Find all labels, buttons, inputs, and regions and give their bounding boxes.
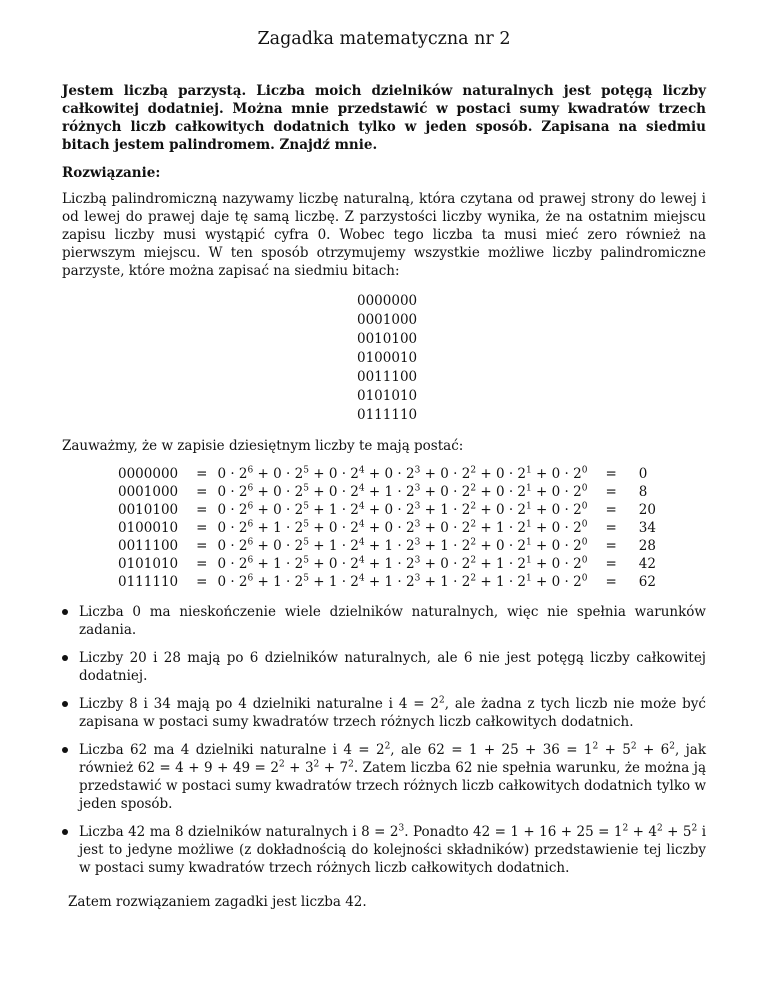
exponent: 6 <box>247 483 254 494</box>
equals-sign: = <box>196 520 208 536</box>
exponent: 2 <box>470 555 477 566</box>
equals-sign: = <box>196 466 208 482</box>
exponent: 0 <box>581 537 588 548</box>
bullet-text: + 7 <box>319 760 349 776</box>
decimal-value: 20 <box>638 502 656 518</box>
exponent: 0 <box>581 483 588 494</box>
exponent: 0 <box>581 555 588 566</box>
equals-sign: = <box>196 484 208 500</box>
binary-item: 0000000 <box>357 293 418 309</box>
exponent: 2 <box>691 823 698 834</box>
exponent: 6 <box>247 501 254 512</box>
equals-sign: = <box>196 556 208 572</box>
exponent: 2 <box>313 759 320 770</box>
bullet-dot-icon <box>62 609 68 615</box>
exponent: 5 <box>303 483 309 494</box>
bullet-text: , jak również 62 = 4 + 9 + 49 = 2 <box>79 742 707 776</box>
conversion-row <box>118 573 664 591</box>
exponent: 2 <box>470 573 477 584</box>
bullet-text: + 5 <box>598 742 631 758</box>
conversion-row <box>118 537 664 555</box>
exponent: 5 <box>303 519 309 530</box>
exponent: 1 <box>526 537 532 548</box>
solution-intro: Liczbą palindromiczną nazywamy liczbę naturalną, która czytana od prawej strony do lewej i od lewej do prawej daje tę samą liczbę. Z parzystości liczby wynika, że na ostatnim miejscu zapisu liczby musi wystąpić cyfra 0. Wobec tego liczba ta musi mieć zero również na pierwszym miejscu. W ten sposób otrzymujemy wszystkie możliwe liczby palindromiczne parzyste, które można zapisać na siedmiu bitach: <box>62 191 706 279</box>
exponent: 2 <box>592 741 599 752</box>
exponent: 1 <box>526 483 532 494</box>
exponent: 0 <box>581 573 588 584</box>
exponent: 5 <box>303 555 309 566</box>
exponent: 3 <box>414 465 421 476</box>
exponent: 5 <box>303 465 309 476</box>
decimal-value: 42 <box>638 556 656 572</box>
bullet-text: Liczby 8 i 34 mają po 4 dzielniki naturalne i 4 = 2 <box>79 696 440 712</box>
exponent: 2 <box>657 823 663 834</box>
exponent: 2 <box>622 823 629 834</box>
exponent: 3 <box>398 823 405 834</box>
exponent: 4 <box>358 519 365 530</box>
exponent: 5 <box>303 501 309 512</box>
bullet-text: , ale 62 = 1 + 25 + 36 = 1 <box>390 742 593 758</box>
bullet-text: Liczba 62 ma 4 dzielniki naturalne i 4 = 2 <box>79 742 385 758</box>
equals-sign: = <box>196 502 208 518</box>
conversion-row <box>118 483 664 501</box>
bullet-item <box>62 741 706 813</box>
decimal-value: 28 <box>638 538 656 554</box>
bullet-text: Liczba 0 ma nieskończenie wiele dzielników naturalnych, więc nie spełnia warunków zadania. <box>79 604 706 638</box>
binary-value: 0001000 <box>118 484 179 500</box>
exponent: 2 <box>278 759 285 770</box>
bullet-dot-icon <box>62 829 68 835</box>
document-page <box>62 0 706 911</box>
exponent: 1 <box>526 465 532 476</box>
binary-item: 0101010 <box>357 388 418 404</box>
decimal-value: 62 <box>638 574 656 590</box>
binary-item: 0011100 <box>357 369 418 385</box>
binary-item: 0001000 <box>357 312 418 328</box>
conversion-row <box>118 555 664 573</box>
exponent: 4 <box>358 573 365 584</box>
exponent: 0 <box>581 501 588 512</box>
bullet-item <box>62 695 706 731</box>
exponent: 0 <box>581 519 588 530</box>
decimal-value: 8 <box>638 484 648 500</box>
exponent: 3 <box>414 537 421 548</box>
exponent: 1 <box>526 501 532 512</box>
exponent: 2 <box>384 741 391 752</box>
equals-sign: = <box>196 538 208 554</box>
bullet-text: + 3 <box>284 760 314 776</box>
equals-sign: = <box>605 538 617 554</box>
exponent: 2 <box>470 519 477 530</box>
bullet-text: + 5 <box>662 824 692 840</box>
exponent: 6 <box>247 519 254 530</box>
exponent: 6 <box>247 573 254 584</box>
exponent: 5 <box>303 537 309 548</box>
exponent: 4 <box>358 555 365 566</box>
exponent: 3 <box>414 501 421 512</box>
exponent: 3 <box>414 519 421 530</box>
conversion-note: Zauważmy, że w zapisie dziesiętnym liczby te mają postać: <box>62 438 464 454</box>
equals-sign: = <box>605 556 617 572</box>
binary-item: 0100010 <box>357 350 418 366</box>
binary-value: 0010100 <box>118 502 179 518</box>
bullet-list <box>62 603 706 877</box>
page-title: Zagadka matematyczna nr 2 <box>257 29 511 49</box>
exponent: 2 <box>669 741 675 752</box>
bullet-dot-icon <box>62 747 68 753</box>
exponent: 1 <box>526 573 532 584</box>
exponent: 6 <box>247 555 254 566</box>
equals-sign: = <box>605 466 617 482</box>
equals-sign: = <box>605 502 617 518</box>
conversion-table <box>118 465 664 591</box>
binary-value: 0000000 <box>118 466 179 482</box>
equals-sign: = <box>605 520 617 536</box>
exponent: 4 <box>358 537 365 548</box>
binary-value: 0011100 <box>118 538 179 554</box>
exponent: 3 <box>414 573 421 584</box>
exponent: 6 <box>247 465 254 476</box>
power-expansion: $0 \cdot 2^6 + 1 \cdot 2^5 + 0 \cdot 2^4 + 1 \cdot 2^3 + 0 \cdot 2^2 + 1 \cdot 2^1 + 0 \cdot 2^0$ <box>217 555 588 572</box>
equals-sign: = <box>605 574 617 590</box>
exponent: 0 <box>581 465 588 476</box>
solution-heading: Rozwiązanie: <box>62 165 161 181</box>
conversion-row <box>118 501 664 519</box>
bullet-text: Liczba 42 ma 8 dzielników naturalnych i 8 = 2 <box>79 824 399 840</box>
binary-list <box>357 292 427 425</box>
bullet-text: + 6 <box>636 742 670 758</box>
bullet-text: , ale żadna z tych liczb nie może być zapisana w postaci sumy kwadratów trzech różnych liczb całkowitych dodatnich. <box>79 696 706 730</box>
exponent: 2 <box>470 465 477 476</box>
bullet-item <box>62 603 706 639</box>
bullet-text: + 4 <box>628 824 658 840</box>
exponent: 2 <box>439 695 445 706</box>
power-expansion: $0 \cdot 2^6 + 0 \cdot 2^5 + 0 \cdot 2^4 + 1 \cdot 2^3 + 0 \cdot 2^2 + 0 \cdot 2^1 + 0 \cdot 2^0$ <box>217 483 588 500</box>
exponent: 2 <box>470 501 477 512</box>
exponent: 5 <box>303 573 309 584</box>
conversion-row <box>118 465 664 483</box>
bullet-dot-icon <box>62 655 68 661</box>
exponent: 4 <box>358 465 365 476</box>
binary-item: 0010100 <box>357 331 418 347</box>
binary-item: 0111110 <box>357 407 418 423</box>
conversion-row <box>118 519 664 537</box>
exponent: 2 <box>470 537 477 548</box>
bullet-item <box>62 649 706 685</box>
bullet-text: Liczby 20 i 28 mają po 6 dzielników naturalnych, ale 6 nie jest potęgą liczby całkowitej dodatniej. <box>79 650 706 684</box>
exponent: 1 <box>526 555 532 566</box>
power-expansion: $0 \cdot 2^6 + 1 \cdot 2^5 + 0 \cdot 2^4 + 0 \cdot 2^3 + 0 \cdot 2^2 + 1 \cdot 2^1 + 0 \cdot 2^0$ <box>217 519 588 536</box>
exponent: 3 <box>414 483 421 494</box>
bullet-text: . Ponadto 42 = 1 + 16 + 25 = 1 <box>404 824 623 840</box>
power-expansion: $0 \cdot 2^6 + 0 \cdot 2^5 + 1 \cdot 2^4 + 1 \cdot 2^3 + 1 \cdot 2^2 + 0 \cdot 2^1 + 0 \cdot 2^0$ <box>217 537 588 554</box>
exponent: 1 <box>526 519 532 530</box>
exponent: 3 <box>414 555 421 566</box>
binary-value: 0100010 <box>118 520 179 536</box>
power-expansion: $0 \cdot 2^6 + 1 \cdot 2^5 + 1 \cdot 2^4 + 1 \cdot 2^3 + 1 \cdot 2^2 + 1 \cdot 2^1 + 0 \cdot 2^0$ <box>217 573 588 590</box>
binary-value: 0101010 <box>118 556 179 572</box>
decimal-value: 0 <box>638 466 648 482</box>
bullet-text: i jest to jedyne możliwe (z dokładnością do kolejności składników) przedstawienie tej liczby w postaci sumy kwadratów trzech różnych liczb całkowitych dodatnich. <box>79 824 707 876</box>
power-expansion: $0 \cdot 2^6 + 0 \cdot 2^5 + 1 \cdot 2^4 + 0 \cdot 2^3 + 1 \cdot 2^2 + 0 \cdot 2^1 + 0 \cdot 2^0$ <box>217 501 588 518</box>
bullet-item <box>62 823 706 877</box>
equals-sign: = <box>196 574 208 590</box>
exponent: 2 <box>348 759 354 770</box>
problem-statement: Jestem liczbą parzystą. Liczba moich dzielników naturalnych jest potęgą liczby całkowitej dodatniej. Można mnie przedstawić w postaci sumy kwadratów trzech różnych liczb całkowitych dodatnich tylko w jeden sposób. Zapisana na siedmiu bitach jestem palindromem. Znajdź mnie. <box>62 83 706 153</box>
exponent: 4 <box>358 483 365 494</box>
exponent: 2 <box>630 741 637 752</box>
exponent: 4 <box>358 501 365 512</box>
exponent: 2 <box>470 483 477 494</box>
equals-sign: = <box>605 484 617 500</box>
decimal-value: 34 <box>638 520 656 536</box>
conclusion: Zatem rozwiązaniem zagadki jest liczba 42. <box>68 894 367 910</box>
bullet-dot-icon <box>62 701 68 707</box>
binary-value: 0111110 <box>118 574 179 590</box>
bullet-text: . Zatem liczba 62 nie spełnia warunku, że można ją przedstawić w postaci sumy kwadratów trzech różnych liczb całkowitych dodatnich tylko w jeden sposób. <box>79 760 707 812</box>
power-expansion: $0 \cdot 2^6 + 0 \cdot 2^5 + 0 \cdot 2^4 + 0 \cdot 2^3 + 0 \cdot 2^2 + 0 \cdot 2^1 + 0 \cdot 2^0$ <box>217 465 588 482</box>
exponent: 6 <box>247 537 254 548</box>
